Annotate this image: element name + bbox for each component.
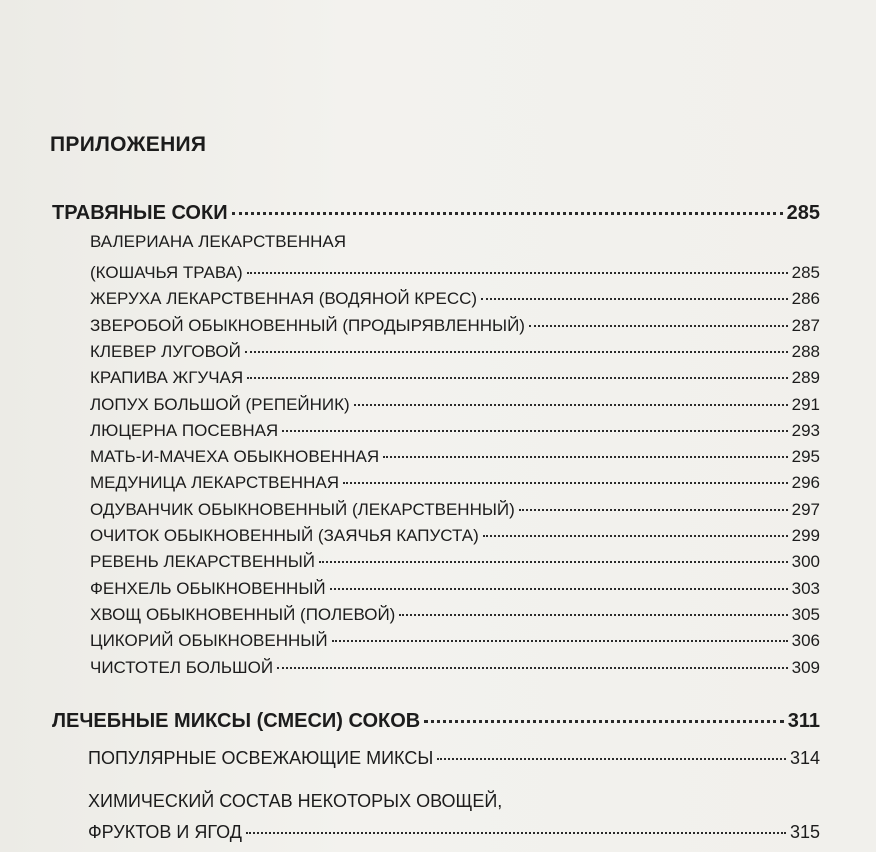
- toc-entry-title: КЛЕВЕР ЛУГОВОЙ: [90, 342, 241, 361]
- dot-leader: [519, 492, 788, 511]
- dot-leader: [437, 740, 786, 760]
- toc-entry-title: ФЕНХЕЛЬ ОБЫКНОВЕННЫЙ: [90, 579, 326, 598]
- toc-page-number: 311: [787, 710, 820, 732]
- dot-leader: [282, 413, 787, 432]
- dot-leader: [245, 334, 788, 353]
- toc-page-number: 285: [786, 202, 820, 224]
- toc-entry[interactable]: [90, 654, 820, 678]
- toc-page-number: 299: [791, 526, 820, 545]
- toc-page-number: 287: [791, 316, 820, 335]
- toc-page-number: 305: [791, 605, 820, 624]
- toc-entry[interactable]: [90, 417, 820, 441]
- toc-entry-title: (КОШАЧЬЯ ТРАВА): [90, 263, 243, 282]
- toc-entry-title: ОЧИТОК ОБЫКНОВЕННЫЙ (ЗАЯЧЬЯ КАПУСТА): [90, 526, 479, 545]
- toc-entry-title: МАТЬ-И-МАЧЕХА ОБЫКНОВЕННАЯ: [90, 447, 380, 466]
- toc-entry[interactable]: [90, 364, 820, 388]
- dot-leader: [319, 544, 788, 563]
- toc-entry-title: ЦИКОРИЙ ОБЫКНОВЕННЫЙ: [90, 631, 328, 650]
- dot-leader: [246, 814, 786, 834]
- toc-entry-title: ЗВЕРОБОЙ ОБЫКНОВЕННЫЙ (ПРОДЫРЯВЛЕННЫЙ): [90, 316, 525, 335]
- toc-entry[interactable]: [90, 443, 820, 467]
- toc-page-number: 295: [791, 447, 820, 466]
- toc-entry-chemical-composition[interactable]: [88, 818, 820, 843]
- dot-leader: [354, 387, 788, 406]
- toc-page-number: 303: [791, 579, 820, 598]
- toc-entry-title: РЕВЕНЬ ЛЕКАРСТВЕННЫЙ: [90, 552, 315, 571]
- dot-leader: [247, 360, 787, 379]
- toc-page-number: 314: [789, 748, 820, 768]
- toc-entry-title: ХВОЩ ОБЫКНОВЕННЫЙ (ПОЛЕВОЙ): [90, 605, 396, 624]
- toc-entry-title-line: ХИМИЧЕСКИЙ СОСТАВ НЕКОТОРЫХ ОВОЩЕЙ,: [88, 791, 503, 811]
- toc-entry[interactable]: [90, 391, 820, 415]
- dot-leader: [383, 439, 787, 458]
- section-heading: ПРИЛОЖЕНИЯ: [50, 133, 207, 156]
- toc-page-number: 291: [791, 395, 820, 414]
- toc-entry[interactable]: [90, 601, 820, 625]
- toc-entry-title: КРАПИВА ЖГУЧАЯ: [90, 368, 244, 387]
- toc-chapter-herbal-juices[interactable]: [52, 196, 820, 225]
- toc-page-number: 285: [791, 263, 820, 282]
- toc-entry-popular-mixes[interactable]: [88, 744, 820, 769]
- toc-page-number: 300: [791, 552, 820, 571]
- toc-page-number: 309: [791, 658, 820, 677]
- toc-chapter-title: ЛЕЧЕБНЫЕ МИКСЫ (СМЕСИ) СОКОВ: [52, 710, 421, 732]
- dot-leader: [529, 308, 788, 327]
- toc-entry[interactable]: [90, 338, 820, 362]
- toc-page-number: 296: [791, 473, 820, 492]
- toc-entry[interactable]: [90, 285, 820, 309]
- dot-leader: [483, 518, 788, 537]
- toc-chapter-title: ТРАВЯНЫЕ СОКИ: [52, 202, 228, 224]
- toc-entry-title: ЛЮЦЕРНА ПОСЕВНАЯ: [90, 421, 279, 440]
- dot-leader: [247, 255, 788, 274]
- toc-page-number: 293: [791, 421, 820, 440]
- toc-page-number: 315: [789, 822, 820, 842]
- toc-entry[interactable]: [90, 548, 820, 572]
- toc-entry-title: ПОПУЛЯРНЫЕ ОСВЕЖАЮЩИЕ МИКСЫ: [88, 748, 434, 768]
- toc-entry[interactable]: [90, 522, 820, 546]
- toc-entry-title: ЖЕРУХА ЛЕКАРСТВЕННАЯ (ВОДЯНОЙ КРЕСС): [90, 289, 478, 308]
- dot-leader: [481, 281, 788, 300]
- toc-entry-title: ЧИСТОТЕЛ БОЛЬШОЙ: [90, 658, 274, 677]
- toc-entry-title: ФРУКТОВ И ЯГОД: [88, 822, 242, 842]
- toc-page-number: 297: [791, 500, 820, 519]
- toc-page-number: 288: [791, 342, 820, 361]
- toc-entry[interactable]: [90, 627, 820, 651]
- toc-entry[interactable]: [90, 469, 820, 493]
- dot-leader: [330, 571, 788, 590]
- toc-entry[interactable]: [90, 312, 820, 336]
- toc-page-number: 289: [791, 368, 820, 387]
- toc-entry-title: ОДУВАНЧИК ОБЫКНОВЕННЫЙ (ЛЕКАРСТВЕННЫЙ): [90, 500, 515, 519]
- toc-page-number: 306: [791, 631, 820, 650]
- toc-entry[interactable]: [90, 575, 820, 599]
- toc-entry[interactable]: [90, 496, 820, 520]
- toc-entry-title: МЕДУНИЦА ЛЕКАРСТВЕННАЯ: [90, 473, 339, 492]
- dot-leader: [343, 465, 788, 484]
- toc-entry-title-line: ВАЛЕРИАНА ЛЕКАРСТВЕННАЯ: [90, 232, 347, 251]
- toc-entry[interactable]: [90, 259, 820, 283]
- dot-leader: [399, 597, 787, 616]
- dot-leader: [424, 700, 784, 723]
- dot-leader: [332, 623, 788, 642]
- toc-entry-title: ЛОПУХ БОЛЬШОЙ (РЕПЕЙНИК): [90, 395, 350, 414]
- dot-leader: [232, 192, 783, 215]
- dot-leader: [277, 650, 788, 669]
- toc-chapter-mixes[interactable]: [52, 704, 820, 733]
- toc-page-number: 286: [791, 289, 820, 308]
